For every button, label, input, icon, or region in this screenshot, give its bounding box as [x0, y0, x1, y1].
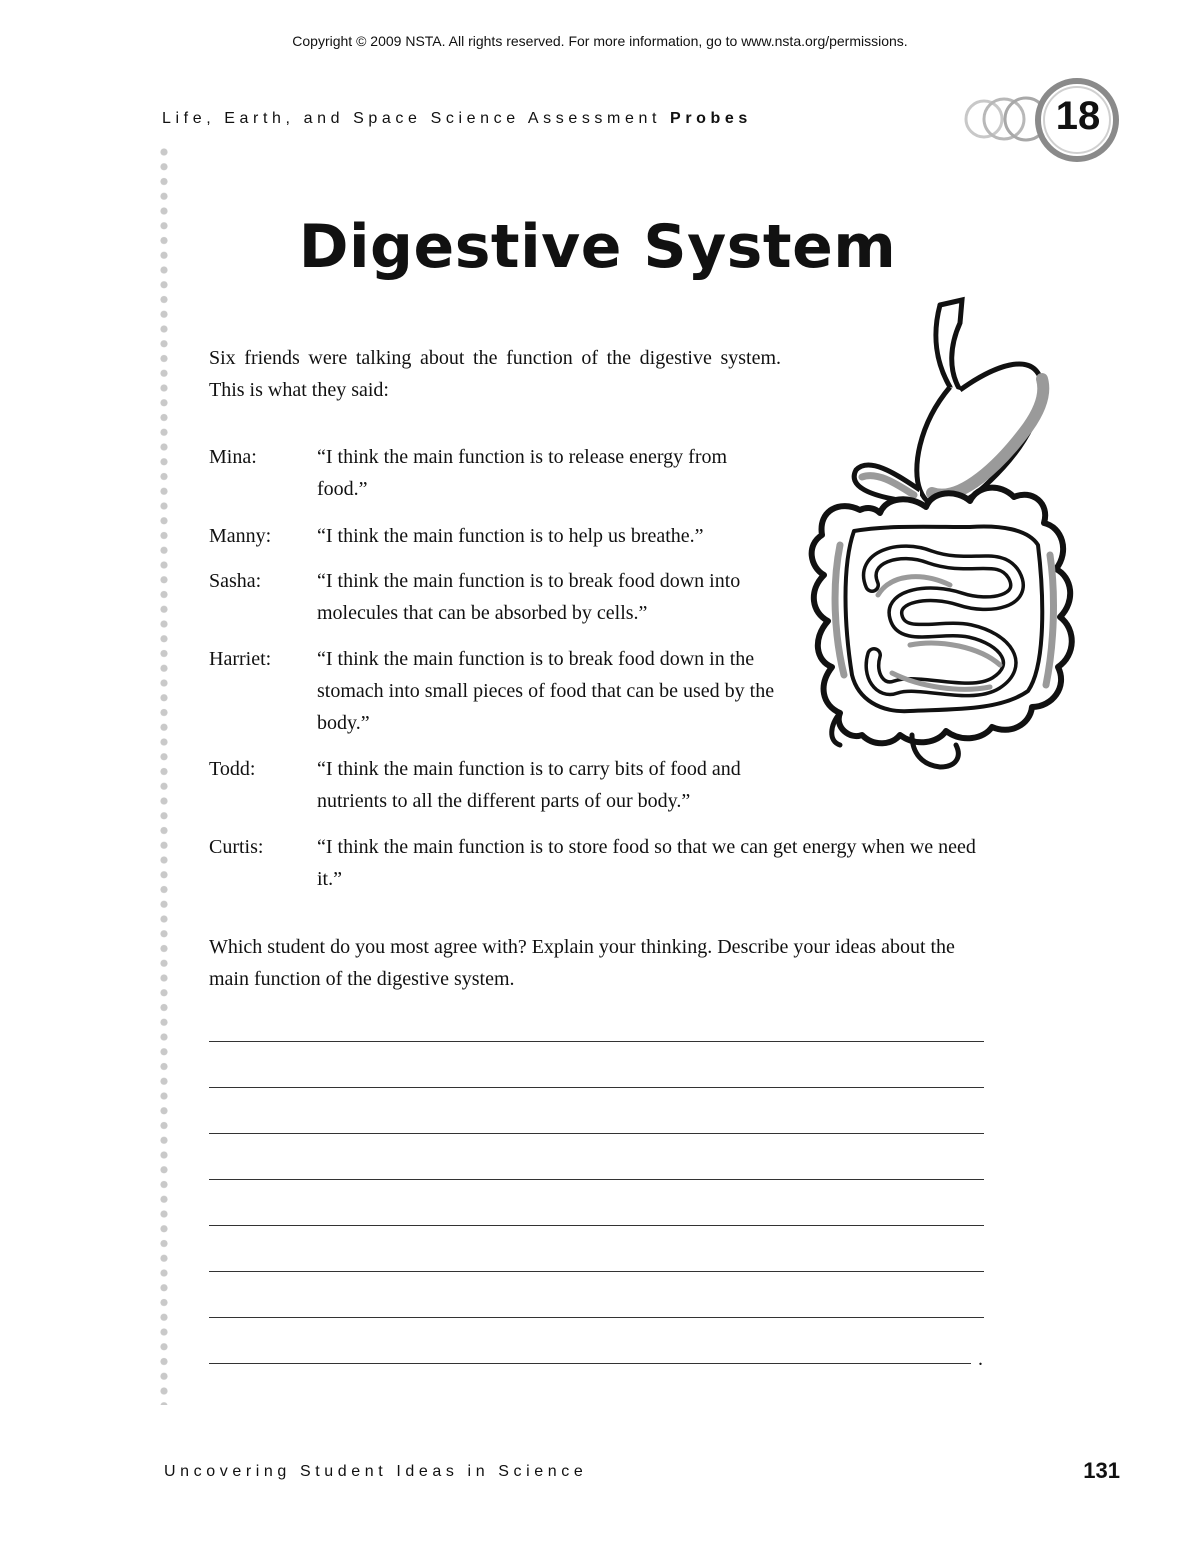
intro-text: Six friends were talking about the function of the digestive system. This is what they said:	[209, 347, 781, 401]
answer-line-2[interactable]	[209, 1087, 984, 1088]
speaker-name: Harriet:	[209, 648, 272, 670]
answer-line-5[interactable]	[209, 1225, 984, 1226]
speaker-statement: “I think the main function is to store food so that we can get energy when we need it.”	[317, 836, 976, 890]
quote-curtis	[209, 831, 985, 895]
speaker-statement: “I think the main function is to help us breathe.”	[317, 525, 704, 547]
answer-line-4[interactable]	[209, 1179, 984, 1180]
series-header-prefix: Life, Earth, and Space Science Assessment	[162, 110, 661, 127]
quote-manny	[209, 520, 781, 552]
speaker-name: Curtis:	[209, 836, 264, 858]
speaker-name: Mina:	[209, 446, 257, 468]
speaker-name: Sasha:	[209, 570, 262, 592]
speaker-statement: “I think the main function is to release energy from food.”	[317, 446, 728, 500]
series-header	[162, 110, 752, 128]
digestive-system-icon	[800, 295, 1080, 775]
answer-line-3[interactable]	[209, 1133, 984, 1134]
answer-line-7[interactable]	[209, 1317, 984, 1318]
speaker-name: Manny:	[209, 525, 272, 547]
speaker-statement: “I think the main function is to carry bits of food and nutrients to all the different parts of our body.”	[317, 758, 741, 812]
quote-sasha	[209, 565, 781, 629]
answer-line-6[interactable]	[209, 1271, 984, 1272]
quote-mina	[209, 441, 781, 505]
speaker-statement: “I think the main function is to break food down in the stomach into small pieces of food that can be used by the body.”	[317, 648, 775, 734]
book-title: Uncovering Student Ideas in Science	[164, 1463, 588, 1480]
question-prompt: Which student do you most agree with? Explain your thinking. Describe your ideas about the main function of the digestive system.	[209, 936, 955, 990]
copyright-notice: Copyright © 2009 NSTA. All rights reserved. For more information, go to www.nsta.org/permissions.	[292, 33, 908, 49]
answer-line-8[interactable]	[209, 1363, 971, 1364]
page-title: Digestive System	[298, 212, 897, 282]
quote-todd	[209, 753, 801, 817]
series-header-suffix: Probes	[670, 110, 752, 127]
answer-line-1[interactable]	[209, 1041, 984, 1042]
answer-end-mark: .	[978, 1348, 983, 1370]
speaker-name: Todd:	[209, 758, 256, 780]
dotted-border	[158, 145, 170, 1405]
speaker-statement: “I think the main function is to break food down into molecules that can be absorbed by cells.”	[317, 570, 741, 624]
quote-harriet	[209, 643, 781, 739]
page-number: 131	[1083, 1458, 1120, 1483]
probe-number: 18	[1055, 94, 1101, 138]
